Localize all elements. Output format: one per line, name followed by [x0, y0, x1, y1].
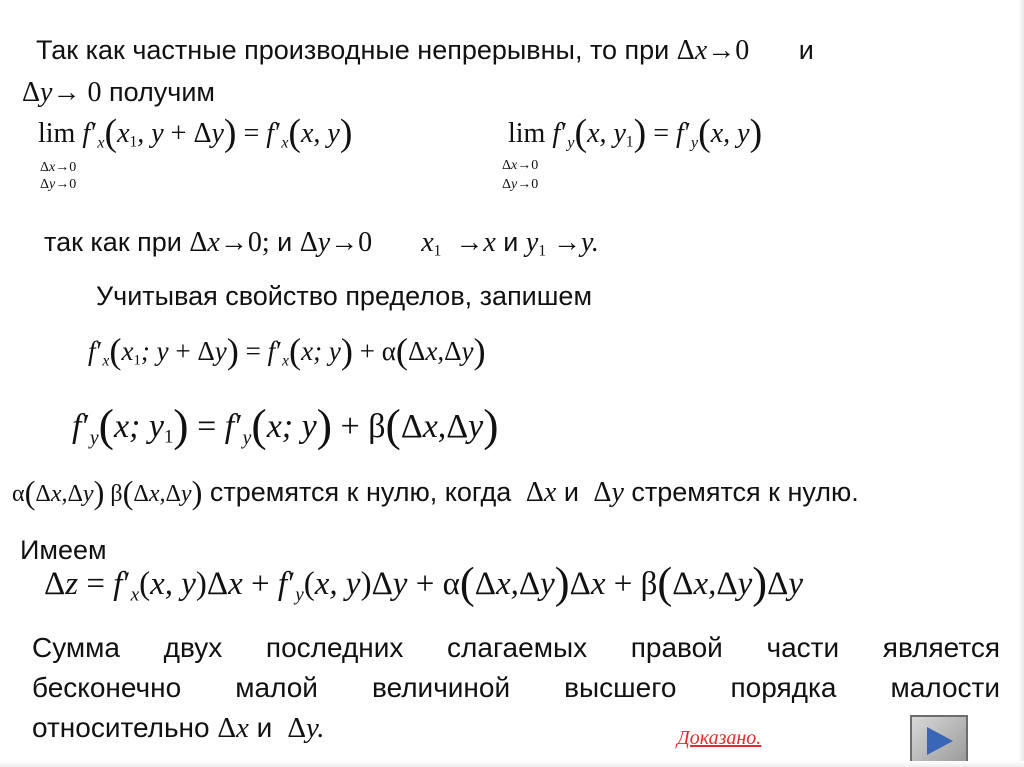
since-and: и — [277, 227, 293, 257]
tends-end: стремятся к нулю. — [631, 477, 859, 507]
increment-formula-x: $f'_x(x1$; $y + \Delta y) = f'_x(x$; y) + α(Δx,Δy) — [88, 330, 486, 371]
x1-to-x: x1 →x — [421, 227, 496, 260]
since-and-2: и — [503, 227, 519, 257]
slide-edge-shadow-bottom — [0, 761, 1024, 767]
have-label: Имеем — [20, 535, 107, 565]
intro-text: Так как частные производные непрерывны, то при — [36, 35, 677, 65]
limit-1-under-dx: Δx→0 — [40, 160, 77, 175]
limit-2-under-dx: Δx→0 — [502, 158, 539, 173]
intro-dy-to-zero: Δy→ 0 — [22, 77, 102, 108]
conclusion-line-2: бесконечно малой величиной высшего порядка малости — [32, 672, 1000, 703]
since-line: так как при Δx→0; и Δy→0 x1 →x и y1 →y. — [44, 227, 599, 260]
tends-and: и — [563, 477, 579, 507]
increment-formula-y: $f'_y(x$; $y1) = f'_y(x$; y) + β(Δx,Δy) — [72, 399, 499, 451]
proved-link[interactable]: Доказано. — [677, 727, 762, 749]
intro-get: получим — [108, 77, 215, 107]
conclusion-line-1: Сумма двух последних слагаемых правой части является — [32, 632, 1000, 663]
tends-line: α(Δx,Δy) β(Δx,Δy) стремятся к нулю, когда Δx и Δy стремятся к нулю. — [12, 475, 859, 512]
conclusion-and: и — [256, 712, 273, 743]
intro-dx-to-zero: Δx→0 — [676, 35, 750, 66]
limit-formula-2: $\lim f'_y(x$, $y1) = f'_y(x$, y) — [508, 112, 763, 155]
total-increment-formula: $\Delta z = f'_x(x$, $y)\Delta x + f'_y(x$, y)Δy + α(Δx,Δy)Δx + β(Δx,Δy)Δy — [44, 557, 803, 608]
limit-2-under-dy: Δy→0 — [502, 177, 539, 192]
play-triangle-icon — [927, 727, 953, 755]
since-text: так как при — [44, 227, 190, 257]
intro-and: и — [798, 35, 814, 65]
tends-text: стремятся к нулю, когда — [209, 477, 512, 507]
y1-to-y: y1 →y. — [525, 227, 599, 260]
next-slide-button[interactable] — [910, 715, 968, 765]
considering-line: Учитывая свойство пределов, запишем — [96, 281, 593, 311]
conclusion-line-3: относительно Δx и Δy. — [32, 712, 325, 744]
limit-1-under-dy: Δy→0 — [40, 177, 77, 192]
conclusion-prefix: относительно — [32, 712, 210, 743]
slide-edge-shadow-right — [1018, 0, 1024, 767]
intro-line-2 — [22, 76, 215, 109]
limit-formula-1: $\lim f'_x(x1$, $y + \Delta y) = f'_x(x$, y) — [38, 112, 353, 155]
intro-line-1 — [36, 34, 814, 67]
